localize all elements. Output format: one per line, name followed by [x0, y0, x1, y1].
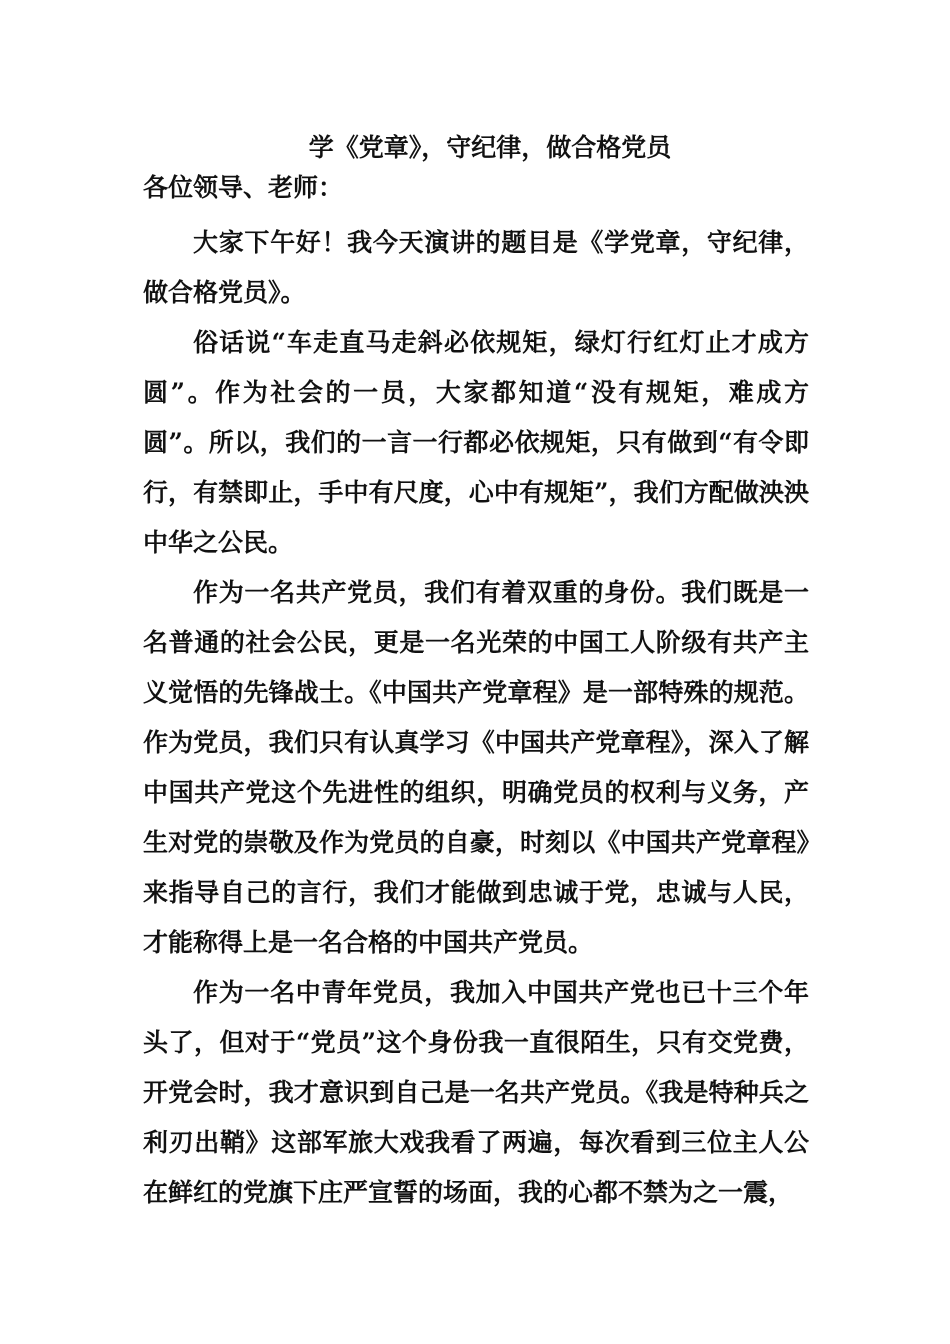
paragraph-party-member-identity: 作为一名共产党员，我们有着双重的身份。我们既是一名普通的社会公民，更是一名光荣的中国工人阶级有共产主义觉悟的先锋战士。《中国共产党章程》是一部特殊的规范。作为党员，我们只有认真学习《中国共产党章程》，深入了解中国共产党这个先进性的组织，明确党员的权利与义务，产生对党的崇敬及作为党员的自豪，时刻以《中国共产党章程》来指导自己的言行，我们才能做到忠诚于党，忠诚与人民，才能称得上是一名合格的中国共产党员。: [143, 578, 809, 957]
paragraph-greeting: 大家下午好！我今天演讲的题目是《学党章，守纪律，做合格党员》。: [143, 228, 809, 307]
paragraph-rules: 俗话说“车走直马走斜必依规矩，绿灯行红灯止才成方圆”。作为社会的一员，大家都知道“没有规矩，难成方圆”。所以，我们的一言一行都必依规矩，只有做到“有令即行，有禁即止，手中有尺度，心中有规矩”，我们方配做泱泱中华之公民。: [143, 328, 809, 557]
document-body: [143, 128, 809, 1218]
paragraph-personal-experience: 作为一名中青年党员，我加入中国共产党也已十三个年头了，但对于“党员”这个身份我一直很陌生，只有交党费，开党会时，我才意识到自己是一名共产党员。《我是特种兵之利刃出鞘》这部军旅大戏我看了两遍，每次看到三位主人公在鲜红的党旗下庄严宣誓的场面，我的心都不禁为之一震，: [143, 978, 809, 1207]
salutation: 各位领导、老师：: [143, 173, 344, 202]
document-title: 学《党章》，守纪律，做合格党员: [308, 133, 672, 162]
